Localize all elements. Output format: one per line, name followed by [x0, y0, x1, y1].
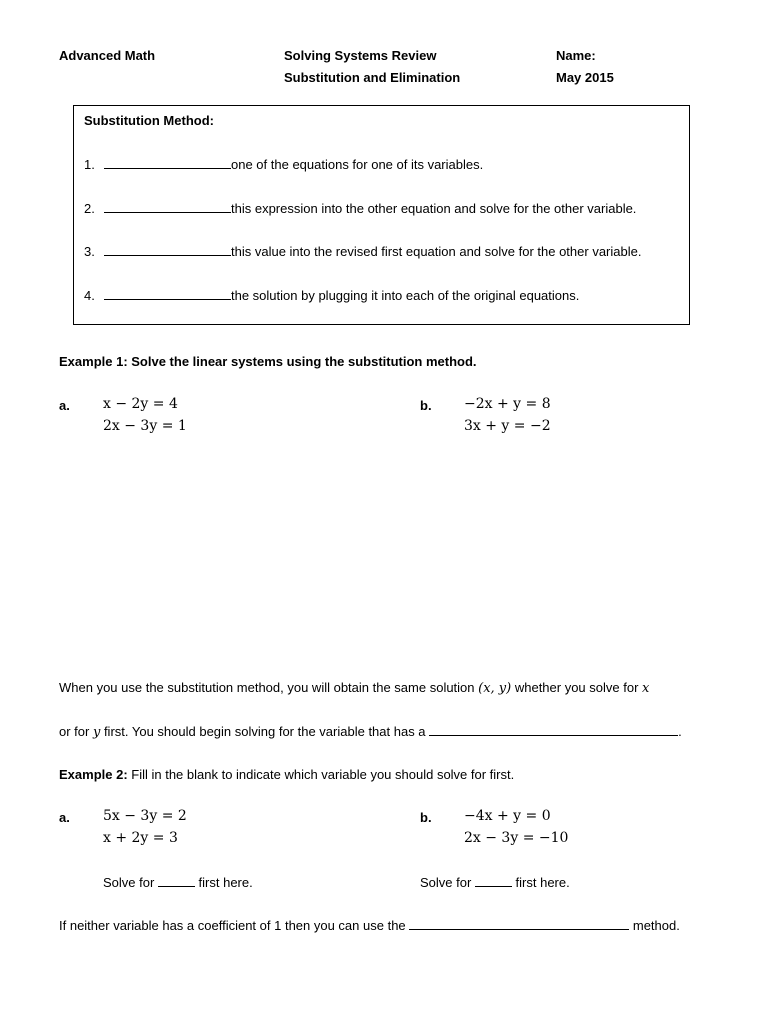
step-2	[84, 200, 636, 216]
step-3	[84, 243, 641, 259]
note-text: whether you solve for	[511, 680, 643, 695]
step-1	[84, 156, 483, 172]
step-blank[interactable]	[104, 243, 231, 256]
example-1a-label: a.	[59, 398, 70, 413]
first-here-text: first here.	[511, 875, 570, 890]
worksheet-date: May 2015	[556, 70, 614, 85]
closing-text: method.	[629, 918, 680, 933]
note-text: or for	[59, 724, 93, 739]
example-1b-equation-1: −2x + y = 8	[464, 396, 551, 412]
example-2-heading	[59, 767, 514, 782]
step-number: 2.	[84, 201, 95, 216]
example-1b-equation-2: 3x + y = −2	[464, 418, 551, 434]
step-blank[interactable]	[104, 156, 231, 169]
example-1-heading: Example 1: Solve the linear systems using the substitution method.	[59, 354, 477, 369]
variable-x: x	[642, 681, 650, 696]
first-here-text: first here.	[194, 875, 253, 890]
example-2a-equation-1: 5x − 3y = 2	[103, 808, 187, 824]
step-number: 4.	[84, 288, 95, 303]
note-text: first. You should begin solving for the variable that has a	[100, 724, 430, 739]
step-4	[84, 287, 579, 303]
solve-for-blank[interactable]	[158, 874, 195, 887]
example-2a-solve-for	[103, 874, 253, 890]
example-2a-equation-2: x + 2y = 3	[103, 830, 178, 846]
substitution-note-line-1	[59, 680, 649, 696]
closing-text: If neither variable has a coefficient of 1 then you can use the	[59, 918, 410, 933]
method-blank[interactable]	[409, 917, 629, 930]
step-text: one of the equations for one of its variables.	[231, 157, 484, 172]
step-number: 1.	[84, 157, 95, 172]
solve-for-text: Solve for	[103, 875, 158, 890]
elimination-note	[59, 917, 680, 933]
example-1b-label: b.	[420, 398, 432, 413]
worksheet-title: Solving Systems Review	[284, 48, 437, 63]
step-text: the solution by plugging it into each of the original equations.	[231, 288, 580, 303]
step-text: this expression into the other equation and solve for the other variable.	[231, 201, 637, 216]
substitution-heading: Substitution Method:	[84, 113, 214, 128]
example-2a-label: a.	[59, 810, 70, 825]
solve-for-text: Solve for	[420, 875, 475, 890]
worksheet-subtitle: Substitution and Elimination	[284, 70, 461, 85]
example-2-title: Example 2:	[59, 767, 128, 782]
example-1a-equation-1: x − 2y = 4	[103, 396, 178, 412]
note-text: When you use the substitution method, you will obtain the same solution	[59, 680, 479, 695]
variable-blank[interactable]	[429, 723, 678, 736]
course-name: Advanced Math	[59, 48, 156, 63]
name-label: Name:	[556, 48, 596, 63]
example-2-instructions: Fill in the blank to indicate which variable you should solve for first.	[127, 767, 515, 782]
step-blank[interactable]	[104, 287, 231, 300]
step-blank[interactable]	[104, 200, 231, 213]
step-number: 3.	[84, 244, 95, 259]
example-2b-equation-1: −4x + y = 0	[464, 808, 551, 824]
note-text: .	[678, 724, 682, 739]
solve-for-blank[interactable]	[475, 874, 512, 887]
example-2b-label: b.	[420, 810, 432, 825]
step-text: this value into the revised first equation and solve for the other variable.	[231, 244, 642, 259]
ordered-pair: (x, y)	[478, 681, 512, 696]
example-2b-equation-2: 2x − 3y = −10	[464, 830, 569, 846]
example-2b-solve-for	[420, 874, 570, 890]
variable-y: y	[92, 725, 101, 740]
example-1a-equation-2: 2x − 3y = 1	[103, 418, 187, 434]
substitution-note-line-2	[59, 723, 682, 740]
